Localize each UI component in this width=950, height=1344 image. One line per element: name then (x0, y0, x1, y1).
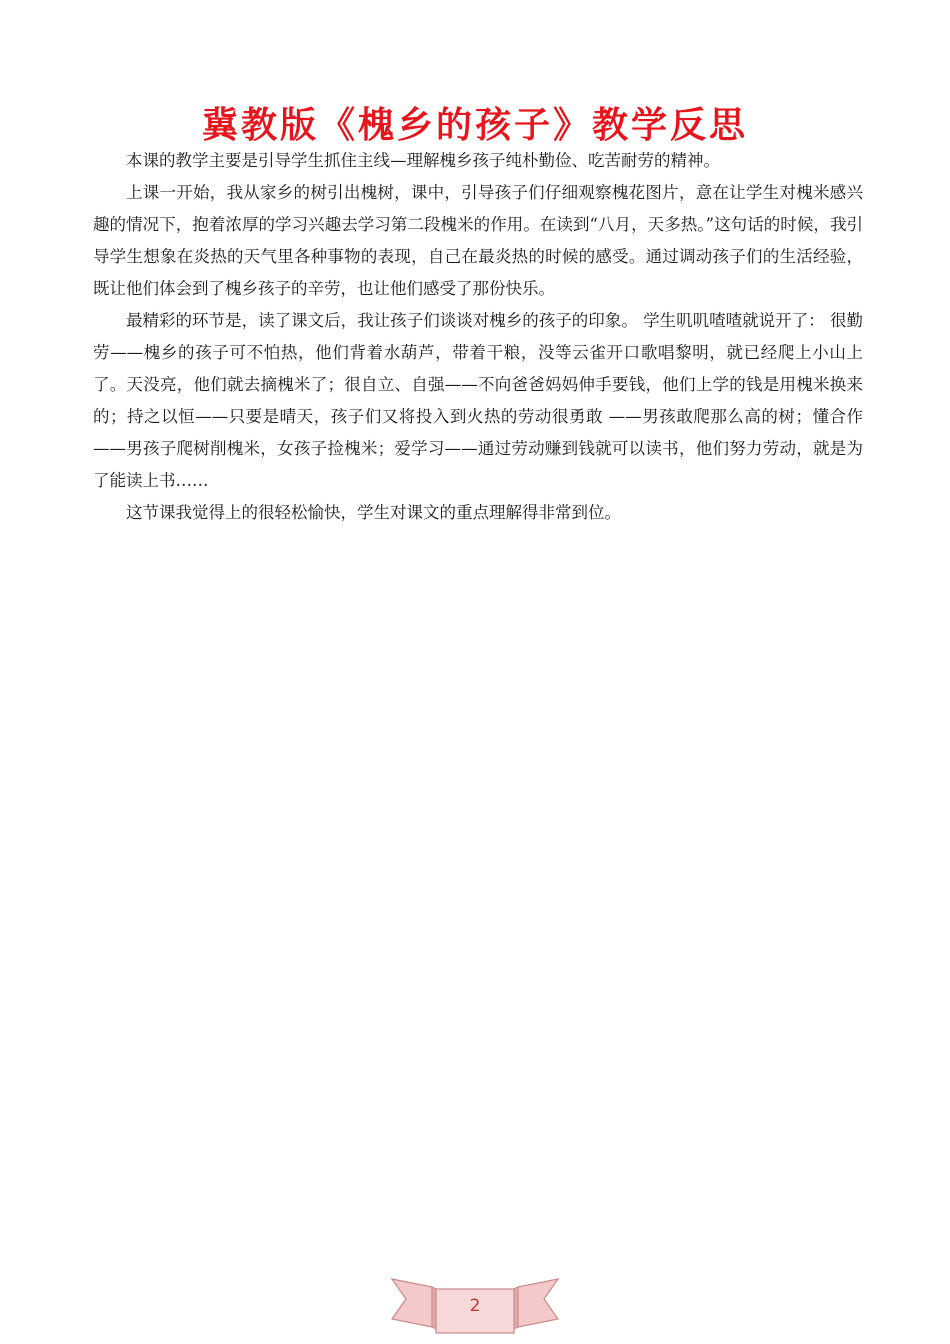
paragraph-3: 最精彩的环节是，读了课文后，我让孩子们谈谈对槐乡的孩子的印象。 学生叽叽喳喳就说开了： 很勤劳——槐乡的孩子可不怕热，他们背着水葫芦，带着干粮，没等云雀开口歌唱黎明，就已经爬上小山上了。天没亮，他们就去摘槐米了；很自立、自强——不向爸爸妈妈伸手要钱，他们上学的钱是用槐米换来的；持之以恒——只要是晴天，孩子们又将投入到火热的劳动很勇敢 ——男孩敢爬那么高的树；懂合作——男孩子爬树削槐米，女孩子捡槐米；爱学习——通过劳动赚到钱就可以读书，他们努力劳动，就是为了能读上书…… (93, 311, 863, 490)
paragraph-1: 本课的教学主要是引导学生抓住主线—理解槐乡孩子纯朴勤俭、吃苦耐劳的精神。 (126, 151, 720, 170)
page-number: 2 (469, 1296, 481, 1316)
paragraph-2: 上课一开始，我从家乡的树引出槐树，课中，引导孩子们仔细观察槐花图片，意在让学生对槐米感兴趣的情况下，抱着浓厚的学习兴趣去学习第二段槐米的作用。在读到“八月，天多热。”这句话的时候，我引导学生想象在炎热的天气里各种事物的表现，自己在最炎热的时候的感受。通过调动孩子们的生活经验，既让他们体会到了槐乡孩子的辛劳，也让他们感受了那份快乐。 (93, 183, 863, 298)
document-body (93, 145, 863, 529)
paragraph-4: 这节课我觉得上的很轻松愉快，学生对课文的重点理解得非常到位。 (126, 503, 621, 522)
document-title: 冀教版《槐乡的孩子》教学反思 (201, 105, 748, 146)
